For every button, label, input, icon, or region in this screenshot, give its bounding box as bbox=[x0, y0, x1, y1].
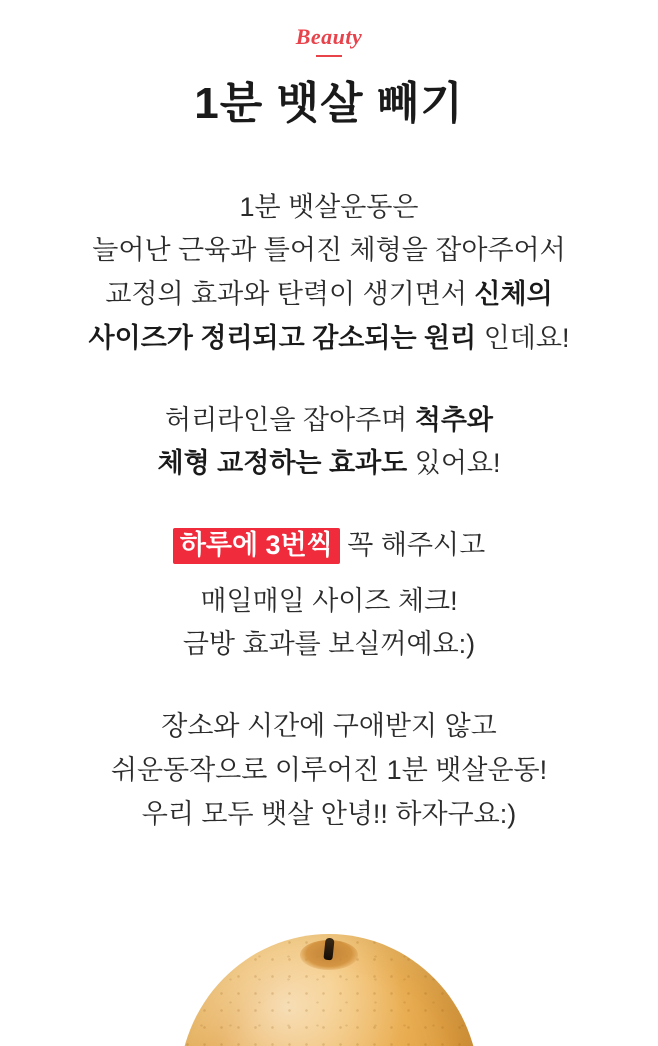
paragraph-3-line-1 bbox=[0, 524, 658, 568]
paragraph-4-line-1: 장소와 시간에 구애받지 않고 bbox=[161, 711, 497, 742]
paragraph-1-line-3-bold: 신체의 bbox=[474, 279, 553, 310]
paragraph-2-line-2-plain: 있어요! bbox=[407, 448, 501, 479]
article-body bbox=[0, 186, 658, 837]
pear-shape bbox=[179, 934, 479, 1046]
paragraph-1 bbox=[0, 186, 658, 361]
kicker-label: Beauty bbox=[295, 24, 363, 49]
paragraph-1-line-3 bbox=[0, 273, 658, 317]
highlight-badge: 하루에 3번씩 bbox=[173, 528, 340, 564]
kicker-divider bbox=[316, 55, 342, 57]
article-page bbox=[0, 26, 658, 1046]
paragraph-1-line-1: 1분 뱃살운동은 bbox=[239, 191, 419, 222]
paragraph-3-line-2: 매일매일 사이즈 체크! bbox=[200, 585, 458, 616]
paragraph-4-line-3: 우리 모두 뱃살 안녕!! 하자구요:) bbox=[141, 798, 517, 829]
pear-photo bbox=[0, 920, 658, 1046]
paragraph-2 bbox=[0, 399, 658, 486]
paragraph-2-line-2-bold: 체형 교정하는 효과도 bbox=[157, 448, 408, 479]
paragraph-4-line-2: 쉬운동작으로 이루어진 1분 뱃살운동! bbox=[110, 754, 548, 785]
paragraph-1-line-3-plain: 교정의 효과와 탄력이 생기면서 bbox=[105, 279, 475, 310]
paragraph-2-line-1-plain: 허리라인을 잡아주며 bbox=[165, 404, 415, 435]
paragraph-3 bbox=[0, 524, 658, 667]
paragraph-2-line-1-bold: 척추와 bbox=[414, 404, 493, 435]
paragraph-3-line-3: 금방 효과를 보실꺼예요:) bbox=[182, 629, 476, 660]
paragraph-1-line-4-bold: 사이즈가 정리되고 감소되는 원리 bbox=[88, 322, 477, 353]
paragraph-1-line-4-plain: 인데요! bbox=[476, 322, 570, 353]
paragraph-3-line-1-plain: 꼭 해주시고 bbox=[339, 530, 486, 560]
paragraph-1-line-4 bbox=[0, 317, 658, 361]
paragraph-4 bbox=[0, 705, 658, 836]
paragraph-2-line-1 bbox=[0, 399, 658, 443]
paragraph-2-line-2 bbox=[0, 442, 658, 486]
page-title: 1분 뱃살 빼기 bbox=[194, 79, 464, 128]
spacer bbox=[0, 568, 658, 580]
paragraph-1-line-2: 늘어난 근육과 틀어진 체형을 잡아주어서 bbox=[92, 235, 566, 266]
